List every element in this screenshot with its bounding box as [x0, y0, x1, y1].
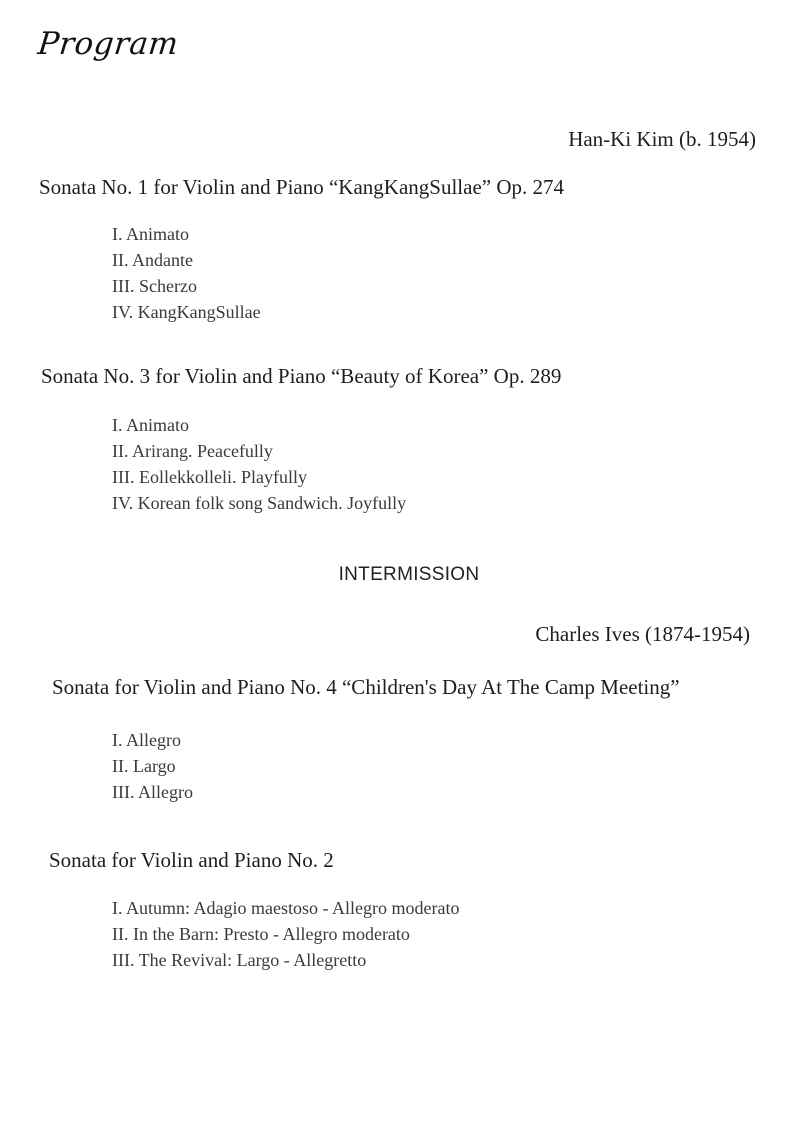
movement-item: IV. KangKangSullae [112, 302, 261, 322]
movement-item: IV. Korean folk song Sandwich. Joyfully [112, 493, 407, 513]
movement-list [112, 895, 459, 973]
movement-item: I. Animato [112, 415, 189, 435]
movement-item: II. In the Barn: Presto - Allegro moderato [112, 924, 410, 944]
movement-list [112, 412, 406, 516]
piece-title: Sonata No. 3 for Violin and Piano “Beauty of Korea” Op. 289 [41, 364, 562, 388]
movement-item: II. Arirang. Peacefully [112, 441, 273, 461]
piece-title: Sonata for Violin and Piano No. 4 “Children's Day At The Camp Meeting” [52, 675, 680, 699]
piece-title: Sonata for Violin and Piano No. 2 [49, 848, 334, 872]
movement-item: II. Andante [112, 250, 193, 270]
movement-list [112, 221, 261, 325]
movement-list [112, 727, 193, 805]
movement-item: I. Allegro [112, 730, 181, 750]
movement-item: III. The Revival: Largo - Allegretto [112, 950, 367, 970]
movement-item: III. Scherzo [112, 276, 197, 296]
movement-item: III. Allegro [112, 782, 193, 802]
piece-title: Sonata No. 1 for Violin and Piano “KangKangSullae” Op. 274 [39, 175, 565, 199]
intermission-label: INTERMISSION [338, 564, 480, 585]
composer-name: Han-Ki Kim (b. 1954) [568, 127, 756, 151]
movement-item: I. Autumn: Adagio maestoso - Allegro moderato [112, 898, 460, 918]
composer-name: Charles Ives (1874-1954) [535, 622, 750, 646]
movement-item: II. Largo [112, 756, 176, 776]
movement-item: III. Eollekkolleli. Playfully [112, 467, 307, 487]
movement-item: I. Animato [112, 224, 189, 244]
program-heading: Program [36, 26, 181, 62]
